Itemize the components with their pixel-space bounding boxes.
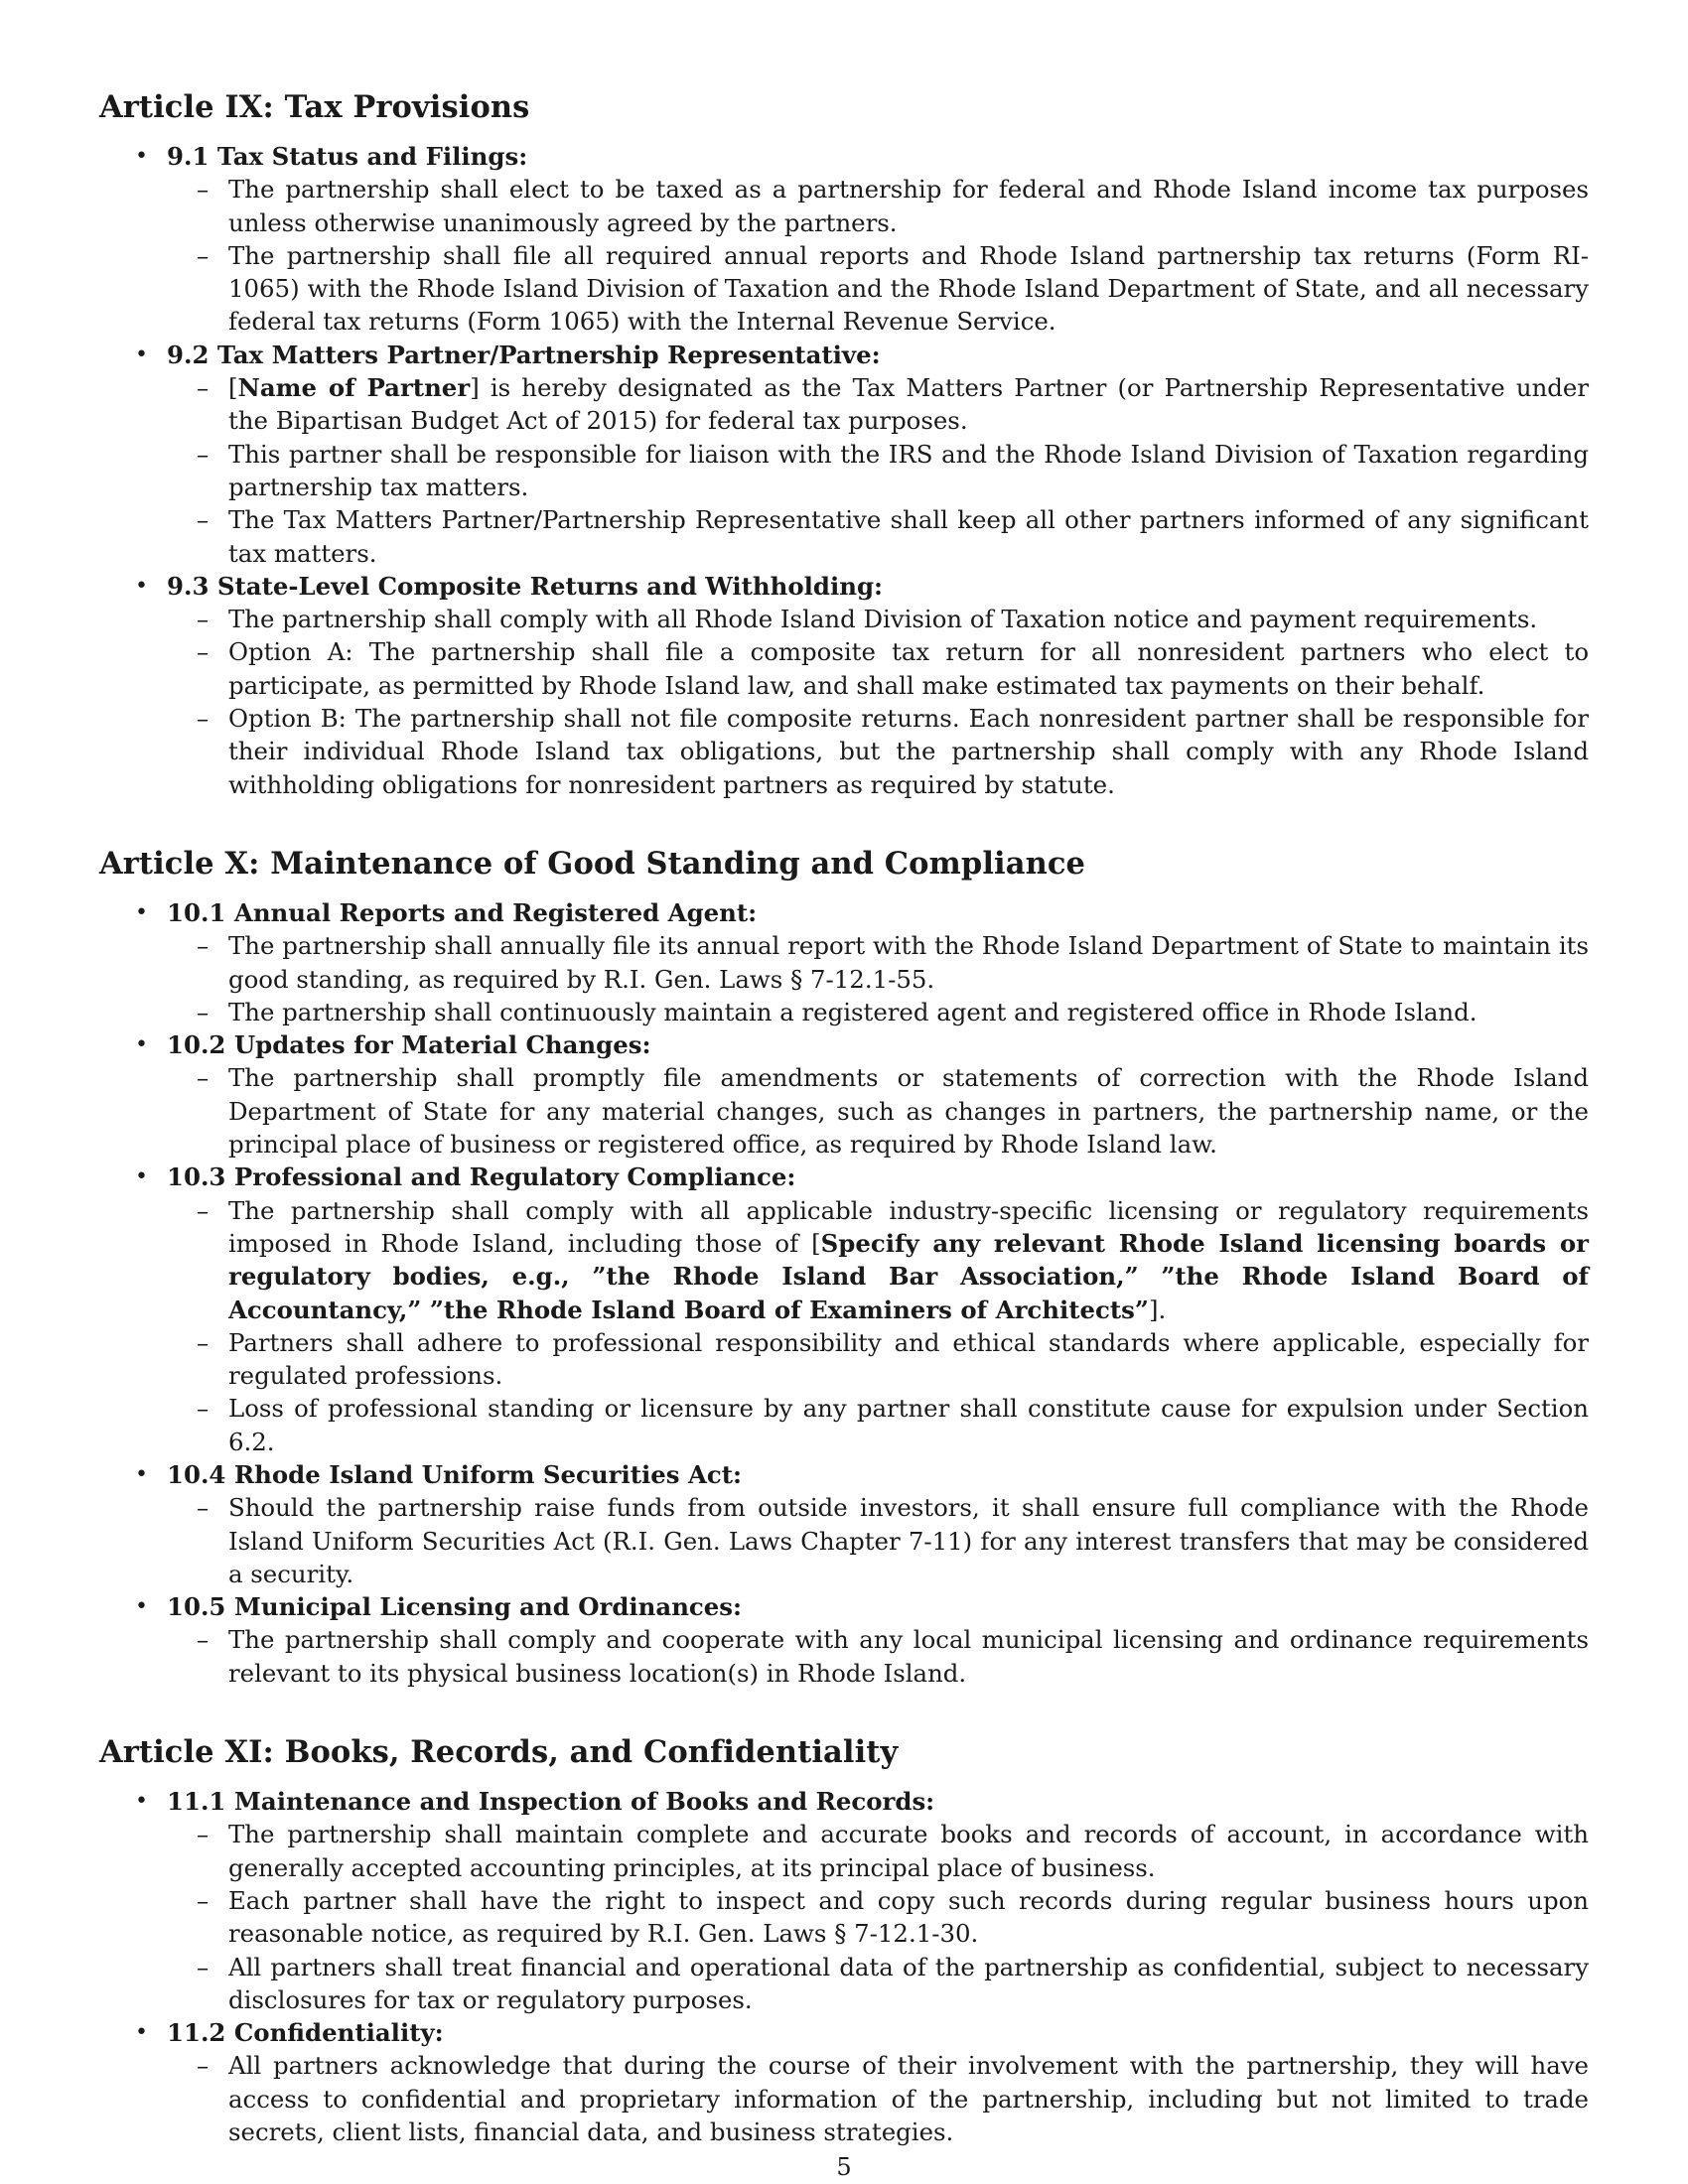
clause-text: The partnership shall elect to be taxed as a partnership for federal and Rhode Island income tax purposes unless otherwise unanimously agreed by the partners. (228, 175, 1589, 237)
article (99, 1732, 1589, 2148)
dash-icon: – (197, 505, 210, 535)
clause-item (99, 1951, 1589, 2017)
section-item (99, 896, 1589, 1028)
dash-icon: – (197, 175, 210, 205)
section-item (99, 1160, 1589, 1458)
clause-text: The partnership shall annually file its annual report with the Rhode Island Department of State to maintain its good standing, as required by R.I. Gen. Laws § 7-12.1-55. (228, 931, 1589, 994)
section-title: 10.1 Annual Reports and Registered Agent: (167, 897, 758, 927)
bullet-icon: • (135, 2020, 148, 2046)
clause-item (99, 996, 1589, 1028)
article-title: Article XI: Books, Records, and Confidentiality (99, 1734, 899, 1771)
clause-item (99, 1392, 1589, 1458)
dash-icon: – (197, 1394, 210, 1424)
clause-item (99, 635, 1589, 702)
section-item (99, 1458, 1589, 1590)
clause-text: Loss of professional standing or licensure by any partner shall constitute cause for expulsion under Section 6.2. (228, 1394, 1589, 1456)
clause-item (99, 1623, 1589, 1690)
section-title: 10.3 Professional and Regulatory Compliance: (167, 1162, 796, 1192)
dash-icon: – (197, 1493, 210, 1523)
section-title: 11.1 Maintenance and Inspection of Books and Records: (167, 1787, 935, 1817)
section-title: 11.2 Confidentiality: (167, 2018, 444, 2048)
clause-item (99, 503, 1589, 570)
section-list (99, 896, 1589, 1690)
dash-icon: – (197, 1952, 210, 1981)
clause-list (167, 603, 1589, 801)
page-number: 5 (836, 2153, 852, 2181)
clause-text: The partnership shall comply and cooperate with any local municipal licensing and ordinance requirements relevant to its physical business location(s) in Rhode Island. (228, 1625, 1589, 1688)
clause-list (167, 1623, 1589, 1690)
bullet-icon: • (135, 1032, 148, 1058)
clause-list (167, 371, 1589, 570)
dash-icon: – (197, 704, 210, 734)
clause-text-prefix: The partnership shall comply with all applicable industry-specific licensing or regulatory requirements imposed in Rhode Island, including those of [ (228, 1195, 1589, 1258)
section-title: 10.2 Updates for Material Changes: (167, 1030, 651, 1060)
section-item (99, 1028, 1589, 1160)
article (99, 844, 1589, 1690)
section-item (99, 570, 1589, 801)
bullet-icon: • (135, 144, 148, 169)
dash-icon: – (197, 373, 210, 403)
dash-icon: – (197, 240, 210, 270)
clause-item (99, 173, 1589, 239)
clause-item (99, 1194, 1589, 1326)
clause-text-prefix: [ (228, 373, 238, 403)
clause-text: Option B: The partnership shall not file composite returns. Each nonresident partner shall be responsible for their individual Rhode Island tax obligations, but the partnership shall comply with any Rhode Island withholding obligations for nonresident partners as required by statute. (228, 704, 1589, 799)
bullet-icon: • (135, 899, 148, 925)
bullet-icon: • (135, 1594, 148, 1620)
clause-list (167, 1491, 1589, 1590)
section-item (99, 339, 1589, 570)
clause-item (99, 371, 1589, 438)
section-item (99, 1785, 1589, 2016)
clause-item (99, 1061, 1589, 1160)
clause-item (99, 603, 1589, 635)
clause-item (99, 929, 1589, 996)
clause-text: ] is hereby designated as the Tax Matters Partner (or Partnership Representative under the Bipartisan Budget Act of 2015) for federal tax purposes. (228, 373, 1589, 436)
section-item (99, 2016, 1589, 2148)
clause-text: Each partner shall have the right to inspect and copy such records during regular business hours upon reasonable notice, as required by R.I. Gen. Laws § 7-12.1-30. (228, 1885, 1589, 1949)
clause-text: All partners shall treat financial and operational data of the partnership as confidential, subject to necessary disclosures for tax or regulatory purposes. (228, 1952, 1589, 2014)
clause-text: Partners shall adhere to professional responsibility and ethical standards where applicable, especially for regulated professions. (228, 1327, 1589, 1391)
dash-icon: – (197, 997, 210, 1026)
dash-icon: – (197, 1327, 210, 1357)
clause-text: The partnership shall promptly file amendments or statements of correction with the Rhode Island Department of State for any material changes, such as changes in partners, the partnership name, or the principal place of business or registered office, as required by Rhode Island law. (228, 1063, 1589, 1160)
bullet-icon: • (135, 573, 148, 599)
clause-list (167, 1194, 1589, 1458)
clause-text: ]. (1148, 1295, 1167, 1324)
clause-item (99, 239, 1589, 339)
bullet-icon: • (135, 1461, 148, 1487)
dash-icon: – (197, 1195, 210, 1225)
document-page (99, 87, 1589, 2148)
clause-text: The partnership shall maintain complete and accurate books and records of account, in accordance with generally accepted accounting principles, at its principal place of business. (228, 1820, 1589, 1882)
section-title: 9.3 State-Level Composite Returns and Withholding: (167, 571, 884, 601)
dash-icon: – (197, 1063, 210, 1093)
bullet-icon: • (135, 1789, 148, 1815)
section-title: 10.5 Municipal Licensing and Ordinances: (167, 1592, 743, 1622)
dash-icon: – (197, 605, 210, 634)
clause-list (167, 929, 1589, 1028)
clause-item (99, 2049, 1589, 2148)
dash-icon: – (197, 1625, 210, 1655)
dash-icon: – (197, 931, 210, 961)
section-title: 9.1 Tax Status and Filings: (167, 142, 528, 171)
dash-icon: – (197, 1885, 210, 1915)
clause-item (99, 1326, 1589, 1393)
clause-text: All partners acknowledge that during the course of their involvement with the partnership, they will have access to confidential and proprietary information of the partnership, including but not limited to trade secrets, client lists, financial data, and business strategies. (228, 2051, 1589, 2147)
dash-icon: – (197, 2051, 210, 2081)
clause-list (167, 2049, 1589, 2148)
article (99, 87, 1589, 801)
section-title: 10.4 Rhode Island Uniform Securities Act: (167, 1459, 743, 1489)
section-list (99, 140, 1589, 801)
section-item (99, 140, 1589, 339)
section-title: 9.2 Tax Matters Partner/Partnership Representative: (167, 340, 881, 369)
article-title: Article X: Maintenance of Good Standing and Compliance (99, 845, 1086, 882)
clause-item (99, 1491, 1589, 1590)
clause-item (99, 1818, 1589, 1884)
clause-text: This partner shall be responsible for liaison with the IRS and the Rhode Island Division of Taxation regarding partnership tax matters. (228, 439, 1589, 501)
dash-icon: – (197, 439, 210, 469)
clause-item (99, 702, 1589, 801)
clause-text: The partnership shall comply with all Rhode Island Division of Taxation notice and payment requirements. (228, 605, 1538, 634)
clause-item (99, 1884, 1589, 1951)
dash-icon: – (197, 637, 210, 667)
bullet-icon: • (135, 341, 148, 367)
clause-item (99, 438, 1589, 504)
bullet-icon: • (135, 1164, 148, 1190)
clause-text: Option A: The partnership shall file a composite tax return for all nonresident partners who elect to participate, as permitted by Rhode Island law, and shall make estimated tax payments on their behalf. (228, 637, 1589, 700)
placeholder-bold: Name of Partner (237, 373, 471, 403)
section-list (99, 1785, 1589, 2148)
clause-text: The partnership shall continuously maintain a registered agent and registered office in Rhode Island. (228, 997, 1477, 1026)
clause-text: The Tax Matters Partner/Partnership Representative shall keep all other partners informed of any significant tax matters. (228, 505, 1589, 568)
placeholder-bold: Specify any relevant Rhode Island licensing boards or regulatory bodies, e.g., ”the Rhode Island Bar Association,” ”the Rhode Island Board of Accountancy,” ”the Rhode Island Board of Examiners of Architects” (228, 1228, 1589, 1324)
clause-list (167, 1818, 1589, 2016)
clause-list (167, 173, 1589, 338)
clause-text: The partnership shall file all required annual reports and Rhode Island partnership tax returns (Form RI-1065) with the Rhode Island Division of Taxation and the Rhode Island Department of State, and all necessary federal tax returns (Form 1065) with the Internal Revenue Service. (228, 240, 1589, 337)
dash-icon: – (197, 1820, 210, 1849)
article-title: Article IX: Tax Provisions (99, 89, 530, 125)
clause-list (167, 1061, 1589, 1160)
section-item (99, 1590, 1589, 1690)
clause-text: Should the partnership raise funds from outside investors, it shall ensure full compliance with the Rhode Island Uniform Securities Act (R.I. Gen. Laws Chapter 7-11) for any interest transfers that may be considered a security. (228, 1493, 1589, 1588)
